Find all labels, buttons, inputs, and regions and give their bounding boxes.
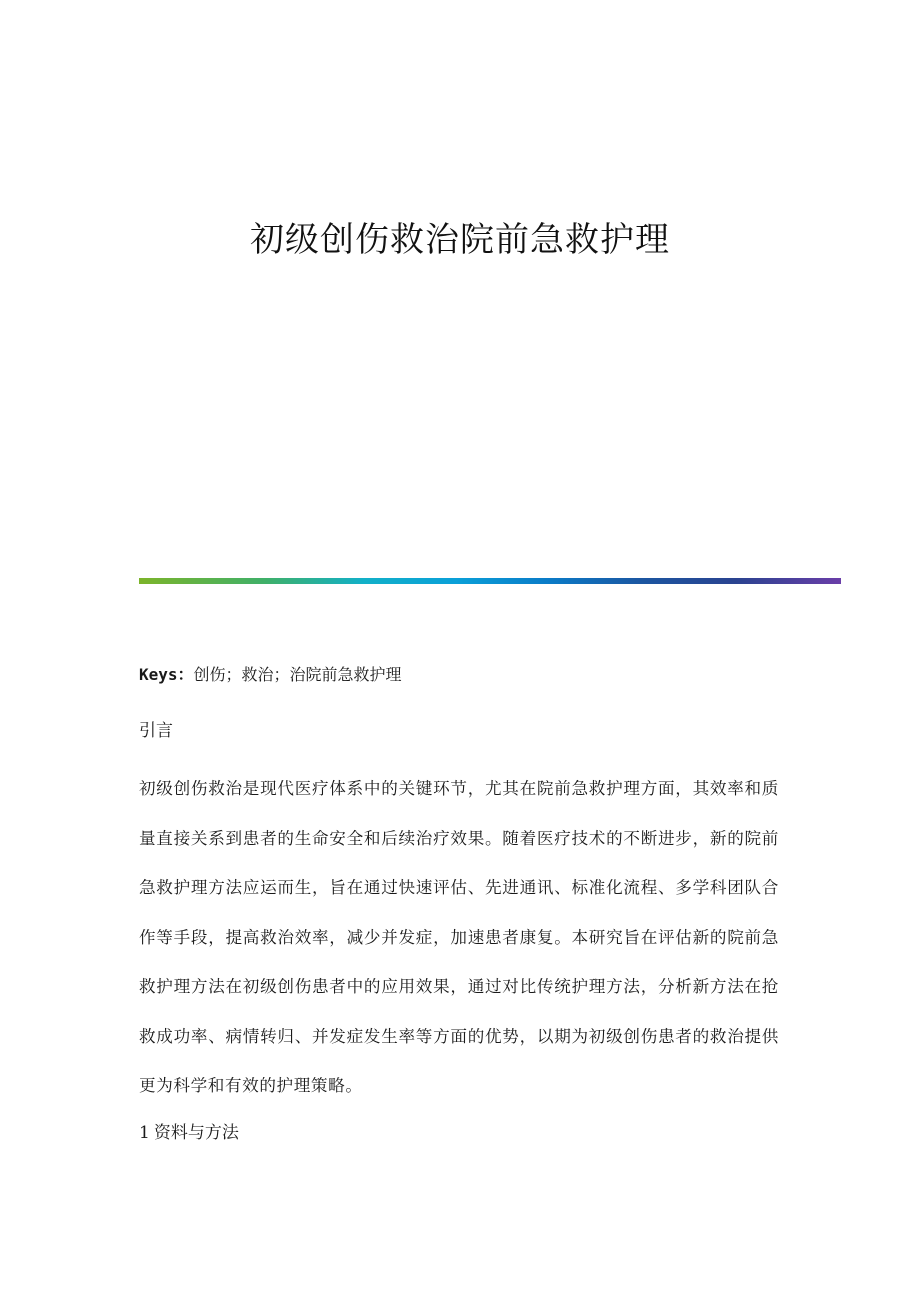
section-number: 1 xyxy=(139,1123,150,1143)
gradient-divider xyxy=(139,578,841,584)
section-heading-introduction: 引言 xyxy=(139,721,173,741)
keywords-label: Keys： xyxy=(139,665,194,684)
document-body xyxy=(139,660,779,1111)
keywords-line xyxy=(139,660,779,690)
page-title: 初级创伤救治院前急救护理 xyxy=(250,220,670,260)
introduction-paragraph: 初级创伤救治是现代医疗体系中的关键环节，尤其在院前急救护理方面，其效率和质量直接关系到患者的生命安全和后续治疗效果。随着医疗技术的不断进步，新的院前急救护理方法应运而生，旨在通过快速评估、先进通讯、标准化流程、多学科团队合作等手段，提高救治效率，减少并发症，加速患者康复。本研究旨在评估新的院前急救护理方法在初级创伤患者中的应用效果，通过对比传统护理方法，分析新方法在抢救成功率、病情转归、并发症发生率等方面的优势，以期为初级创伤患者的救治提供更为科学和有效的护理策略。 xyxy=(139,779,779,1095)
section-heading-materials-methods xyxy=(139,1118,239,1148)
section-title: 资料与方法 xyxy=(153,1123,239,1143)
keywords-value: 创伤；救治；治院前急救护理 xyxy=(193,665,402,684)
